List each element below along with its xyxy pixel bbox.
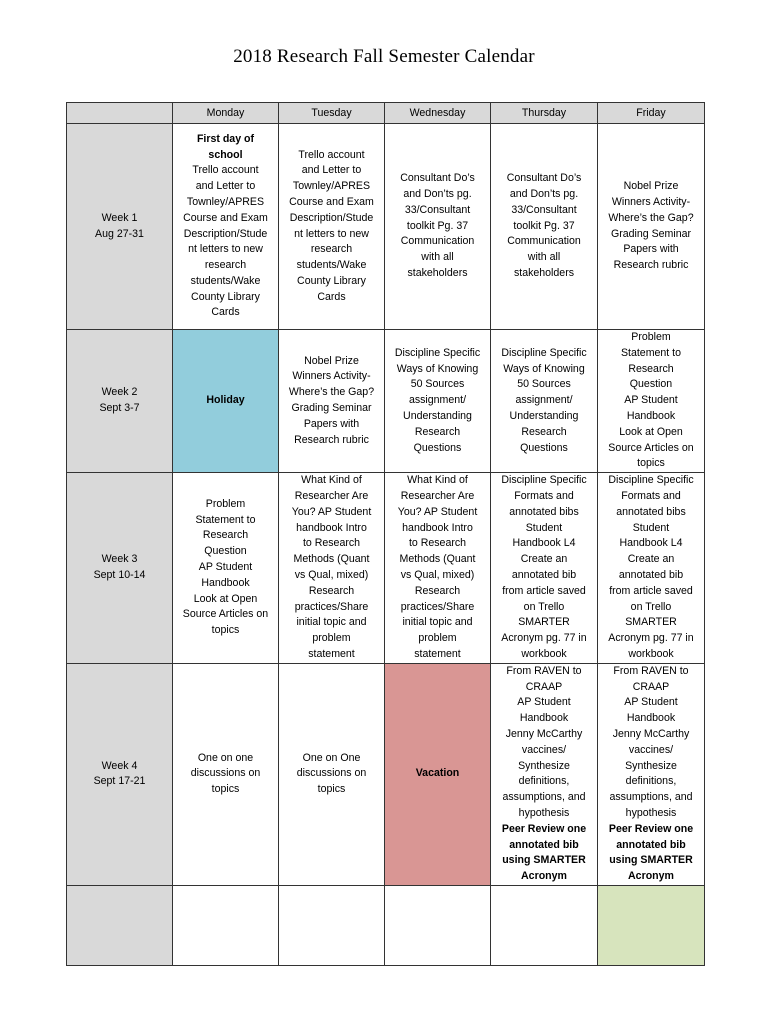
header-tuesday: Tuesday [279, 103, 385, 124]
cell-wednesday: What Kind of Researcher Are You? AP Student handbook Intro to Research Methods (Quant vs Qual, mixed) Research practices/Share initial topic and problem statement [385, 473, 491, 664]
cell-text: From RAVEN to CRAAP AP Student Handbook Jenny McCarthy vaccines/ Synthesize definitions, assumptions, and hypothesis [609, 664, 693, 819]
cell-text: Trello account and Letter to Townley/APRES Course and Exam Description/Stude nt letters to new research students/Wake County Library Cards [183, 164, 268, 319]
cell-thursday [491, 663, 598, 885]
cell-friday: Problem Statement to Research Question AP Student Handbook Look at Open Source Articles on topics [598, 330, 705, 473]
cell-monday [173, 124, 279, 330]
week-row [67, 473, 705, 664]
week-label: Week 1 Aug 27-31 [67, 124, 173, 330]
cell-thursday: Consultant Do’s and Don’ts pg. 33/Consultant toolkit Pg. 37 Communication with all stakeholders [491, 124, 598, 330]
header-row [67, 103, 705, 124]
header-friday: Friday [598, 103, 705, 124]
page-title: 2018 Research Fall Semester Calendar [233, 46, 535, 67]
calendar-table [66, 102, 705, 966]
header-wednesday: Wednesday [385, 103, 491, 124]
week-row [67, 124, 705, 330]
cell-empty [385, 885, 491, 965]
cell-empty [279, 885, 385, 965]
cell-bold-text: Peer Review one annotated bib using SMARTER Acronym [501, 822, 587, 883]
cell-wednesday-vacation: Vacation [385, 663, 491, 885]
cell-friday [598, 663, 705, 885]
cell-monday: One on one discussions on topics [173, 663, 279, 885]
header-monday: Monday [173, 103, 279, 124]
cell-wednesday: Consultant Do’s and Don’ts pg. 33/Consultant toolkit Pg. 37 Communication with all stakeholders [385, 124, 491, 330]
week-row-empty [67, 885, 705, 965]
cell-empty [491, 885, 598, 965]
cell-empty-green [598, 885, 705, 965]
week-label: Week 4 Sept 17-21 [67, 663, 173, 885]
header-thursday: Thursday [491, 103, 598, 124]
cell-bold-text: Peer Review one annotated bib using SMARTER Acronym [608, 822, 694, 883]
cell-tuesday: Trello account and Letter to Townley/APRES Course and Exam Description/Stude nt letters to new research students/Wake County Library Cards [279, 124, 385, 330]
cell-monday: Problem Statement to Research Question AP Student Handbook Look at Open Source Articles on topics [173, 473, 279, 664]
cell-thursday: Discipline Specific Formats and annotated bibs Student Handbook L4 Create an annotated bib from article saved on Trello SMARTER Acronym pg. 77 in workbook [491, 473, 598, 664]
cell-wednesday: Discipline Specific Ways of Knowing 50 Sources assignment/ Understanding Research Questions [385, 330, 491, 473]
cell-bold-text: First day of school [196, 132, 255, 161]
cell-friday: Discipline Specific Formats and annotated bibs Student Handbook L4 Create an annotated bib from article saved on Trello SMARTER Acronym pg. 77 in workbook [598, 473, 705, 664]
week-row [67, 330, 705, 473]
header-corner [67, 103, 173, 124]
cell-monday-holiday: Holiday [173, 330, 279, 473]
week-label: Week 3 Sept 10-14 [67, 473, 173, 664]
cell-friday: Nobel Prize Winners Activity- Where’s the Gap? Grading Seminar Papers with Research rubric [598, 124, 705, 330]
week-label-empty [67, 885, 173, 965]
week-row [67, 663, 705, 885]
cell-tuesday: What Kind of Researcher Are You? AP Student handbook Intro to Research Methods (Quant vs Qual, mixed) Research practices/Share initial topic and problem statement [279, 473, 385, 664]
cell-tuesday: Nobel Prize Winners Activity- Where’s the Gap? Grading Seminar Papers with Research rubric [279, 330, 385, 473]
cell-text: From RAVEN to CRAAP AP Student Handbook Jenny McCarthy vaccines/ Synthesize definitions, assumptions, and hypothesis [502, 664, 586, 819]
cell-thursday: Discipline Specific Ways of Knowing 50 Sources assignment/ Understanding Research Questions [491, 330, 598, 473]
week-label: Week 2 Sept 3-7 [67, 330, 173, 473]
cell-empty [173, 885, 279, 965]
cell-tuesday: One on One discussions on topics [279, 663, 385, 885]
